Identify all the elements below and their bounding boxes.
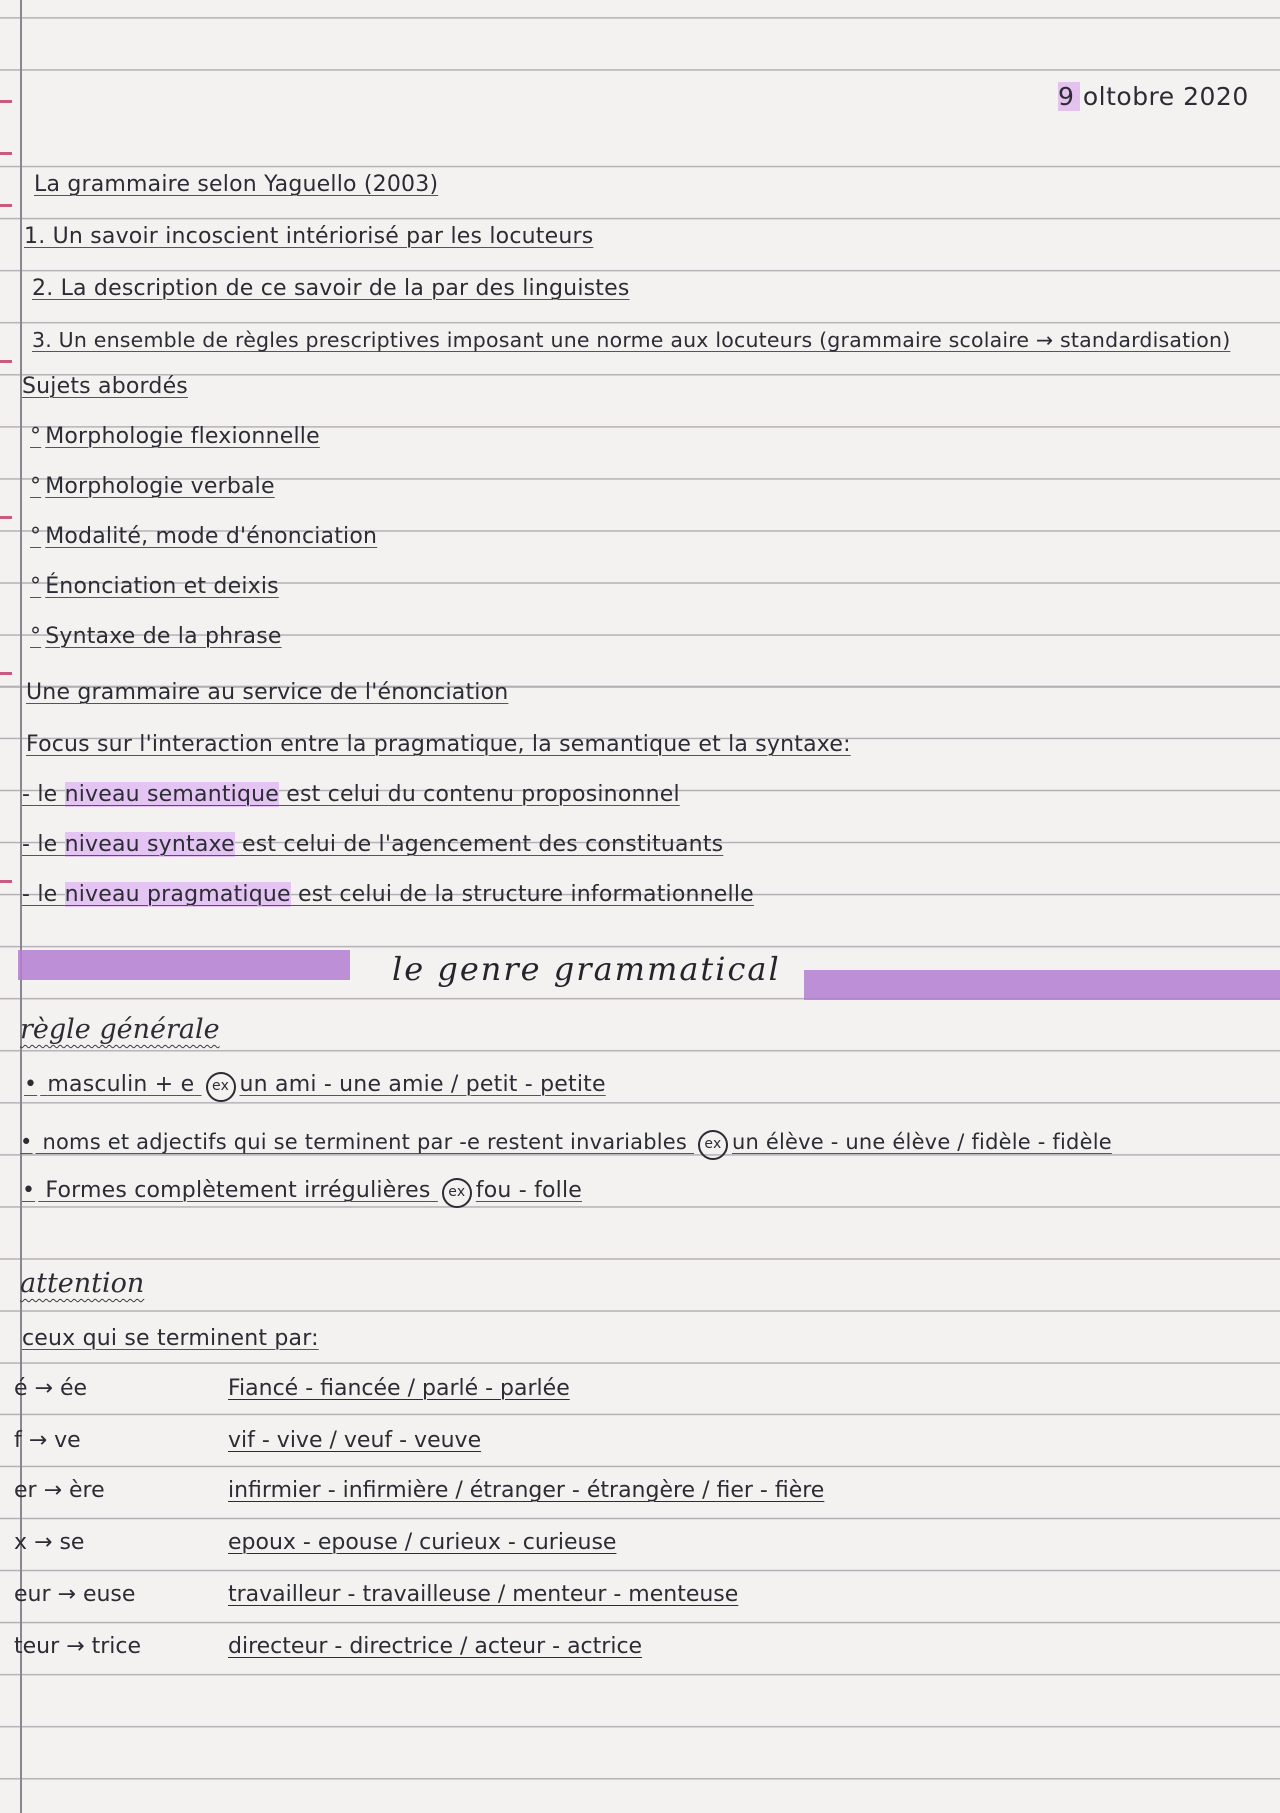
attention-heading: attention	[20, 1268, 145, 1299]
ending-examples: epoux - epouse / curieux - curieuse	[228, 1530, 617, 1555]
intro-item: 1. Un savoir incoscient intériorisé par les locuteurs	[24, 224, 594, 249]
ending-examples: vif - vive / veuf - veuve	[228, 1428, 482, 1453]
regle-text: Formes complètement irrégulières	[45, 1178, 431, 1203]
regle-example: un élève - une élève / fidèle - fidèle	[731, 1130, 1112, 1154]
regle-item	[24, 1072, 606, 1102]
level-highlight: niveau pragmatique	[64, 882, 291, 907]
banner-band-right	[804, 970, 1280, 1000]
intro-heading: La grammaire selon Yaguello (2003)	[34, 172, 439, 197]
ending-rule: x → se	[14, 1530, 85, 1555]
level-pre: - le	[22, 882, 65, 907]
level-post: est celui de l'agencement des constituants	[234, 832, 724, 857]
sujets-item: ° Énonciation et deixis	[30, 574, 279, 599]
regle-text: noms et adjectifs qui se terminent par -e restent invariables	[42, 1130, 688, 1154]
enonciation-focus: Focus sur l'interaction entre la pragmatique, la semantique et la syntaxe:	[26, 732, 851, 757]
intro-item: 2. La description de ce savoir de la par des linguistes	[32, 276, 630, 301]
margin-tick	[0, 880, 12, 883]
enonciation-heading: Une grammaire au service de l'énonciation	[26, 680, 509, 705]
ending-examples: travailleur - travailleuse / menteur - menteuse	[228, 1582, 739, 1607]
date: 9 oltobre 2020	[1058, 82, 1249, 111]
ending-rule: eur → euse	[14, 1582, 136, 1607]
sujets-item: ° Syntaxe de la phrase	[30, 624, 282, 649]
margin-tick	[0, 360, 12, 363]
ending-rule: é → ée	[14, 1376, 88, 1401]
margin-tick	[0, 516, 12, 519]
margin-tick	[0, 152, 12, 155]
sujets-item: ° Morphologie verbale	[30, 474, 275, 499]
regle-item	[22, 1178, 582, 1208]
ending-examples: directeur - directrice / acteur - actrice	[228, 1634, 643, 1659]
regle-example: fou - folle	[475, 1178, 583, 1203]
sujets-item: ° Modalité, mode d'énonciation	[30, 524, 377, 549]
regle-item	[20, 1130, 1112, 1160]
margin-tick	[0, 204, 12, 207]
ex-marker: ex	[442, 1178, 472, 1208]
ending-rule: f → ve	[14, 1428, 81, 1453]
regle-example: un ami - une amie / petit - petite	[239, 1072, 606, 1097]
level-pre: - le	[22, 782, 65, 807]
regle-text: masculin + e	[47, 1072, 195, 1097]
level-line	[22, 882, 754, 907]
banner-band-left	[18, 950, 350, 980]
attention-intro: ceux qui se terminent par:	[22, 1326, 319, 1351]
ending-examples: Fiancé - fiancée / parlé - parlée	[228, 1376, 570, 1401]
level-highlight: niveau semantique	[64, 782, 280, 807]
regle-heading: règle générale	[20, 1014, 220, 1045]
banner-title: le genre grammatical	[392, 950, 781, 988]
sujets-item: ° Morphologie flexionnelle	[30, 424, 320, 449]
level-highlight: niveau syntaxe	[64, 832, 235, 857]
level-post: est celui de la structure informationnelle	[290, 882, 754, 907]
margin-tick	[0, 672, 12, 675]
level-post: est celui du contenu proposinonnel	[279, 782, 680, 807]
ex-marker: ex	[206, 1072, 236, 1102]
margin-tick	[0, 100, 12, 103]
level-pre: - le	[22, 832, 65, 857]
level-line	[22, 782, 680, 807]
intro-item: 3. Un ensemble de règles prescriptives imposant une norme aux locuteurs (grammaire scolaire → standardisation)	[32, 328, 1231, 352]
level-line	[22, 832, 723, 857]
ending-rule: teur → trice	[14, 1634, 141, 1659]
ex-marker: ex	[698, 1130, 728, 1160]
ending-examples: infirmier - infirmière / étranger - étrangère / fier - fière	[228, 1478, 825, 1503]
sujets-heading: Sujets abordés	[22, 374, 188, 399]
ending-rule: er → ère	[14, 1478, 105, 1503]
